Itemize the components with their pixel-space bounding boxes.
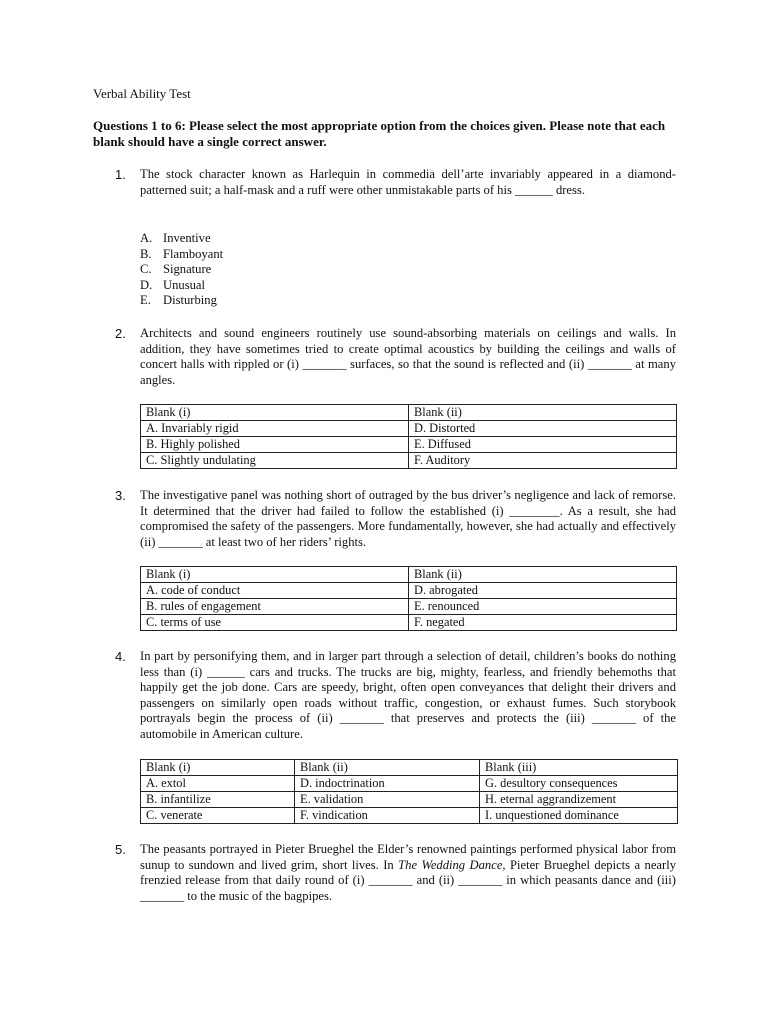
table-row [141,792,678,808]
table-cell: B. infantilize [141,792,295,808]
question-4-number: 4. [115,649,126,664]
question-2-table [140,404,677,469]
table-row [141,453,677,469]
question-5-text: The peasants portrayed in Pieter Brueghel the Elder’s renowned paintings performed physical labor from sunup to sundown and lived grim, short lives. In The Wedding Dance, Pieter Brueghel depicts a nearly frenzied release from that daily round of (i) _______ and (ii) _______ in which peasants dance and (iii) _______ to the music of the bagpipes. [140,842,676,903]
table-cell: G. desultory consequences [480,776,678,792]
table-cell: D. Distorted [409,421,677,437]
table-cell: A. Invariably rigid [141,421,409,437]
question-1-text: The stock character known as Harlequin in commedia dell’arte invariably appeared in a diamond- patterned suit; a half-mask and a ruff were other unmistakable parts of his ______ dress. [140,167,676,197]
table-cell: A. code of conduct [141,583,409,599]
table-cell: H. eternal aggrandizement [480,792,678,808]
table-cell: B. Highly polished [141,437,409,453]
table-cell: D. indoctrination [295,776,480,792]
table-cell: C. Slightly undulating [141,453,409,469]
table-cell: Blank (iii) [480,760,678,776]
table-cell: F. negated [409,615,677,631]
question-4-table [140,759,678,824]
table-cell: Blank (ii) [295,760,480,776]
instructions: Questions 1 to 6: Please select the most appropriate option from the choices given. Please note that each blank should have a single correct answer. [93,118,666,149]
table-cell: I. unquestioned dominance [480,808,678,824]
table-row [141,776,678,792]
option-a: A. Inventive [140,231,211,245]
question-3-number: 3. [115,488,126,503]
table-cell: B. rules of engagement [141,599,409,615]
question-1-options [140,231,223,309]
table-cell: Blank (i) [141,405,409,421]
table-cell: E. Diffused [409,437,677,453]
question-1-number: 1. [115,167,126,182]
table-cell: E. renounced [409,599,677,615]
table-row [141,583,677,599]
table-row [141,760,678,776]
table-cell: C. venerate [141,808,295,824]
table-cell: F. Auditory [409,453,677,469]
table-cell: Blank (ii) [409,567,677,583]
table-cell: Blank (i) [141,567,409,583]
question-5-number: 5. [115,842,126,857]
question-2-number: 2. [115,326,126,341]
table-row [141,405,677,421]
question-2-text: Architects and sound engineers routinely use sound-absorbing materials on ceilings and walls. In addition, they have sometimes tried to create optimal acoustics by building the ceilings and walls of concert halls with rippled or (i) _______ surfaces, so that the sound is reflected and (ii) _______ at many angles. [140,326,676,387]
option-b: B. Flamboyant [140,246,224,261]
table-cell: A. extol [141,776,295,792]
table-row [141,567,677,583]
table-row [141,599,677,615]
table-row [141,421,677,437]
table-row [141,808,678,824]
table-cell: Blank (i) [141,760,295,776]
doc-title: Verbal Ability Test [93,86,191,101]
table-cell: D. abrogated [409,583,677,599]
option-d: D. Unusual [140,277,205,292]
question-3-text: The investigative panel was nothing short of outraged by the bus driver’s negligence and lack of remorse. It determined that the driver had failed to follow the established (i) ________. As a result, she had compromised the safety of the passengers. More fundamentally, however, she had actually and effectively (ii) _______ at least two of her riders’ rights. [140,488,676,549]
table-cell: E. validation [295,792,480,808]
table-cell: F. vindication [295,808,480,824]
question-4-text: In part by personifying them, and in larger part through a selection of detail, children’s books do nothing less than (i) ______ cars and trucks. The trucks are big, mighty, fearless, and friendly behemoths that happily get the job done. Cars are speedy, bright, often open conveyances that delight their drivers and passengers on similarly open roads without traffic, congestion, or exhaust fumes. Such storybook portrayals begin the process of (ii) _______ that preserves and protects the (iii) _______ of the automobile in American culture. [140,649,676,741]
table-cell: Blank (ii) [409,405,677,421]
question-3-table [140,566,677,631]
table-row [141,615,677,631]
table-cell: C. terms of use [141,615,409,631]
option-c: C. Signature [140,262,212,276]
option-e: E. Disturbing [140,293,217,307]
table-row [141,437,677,453]
